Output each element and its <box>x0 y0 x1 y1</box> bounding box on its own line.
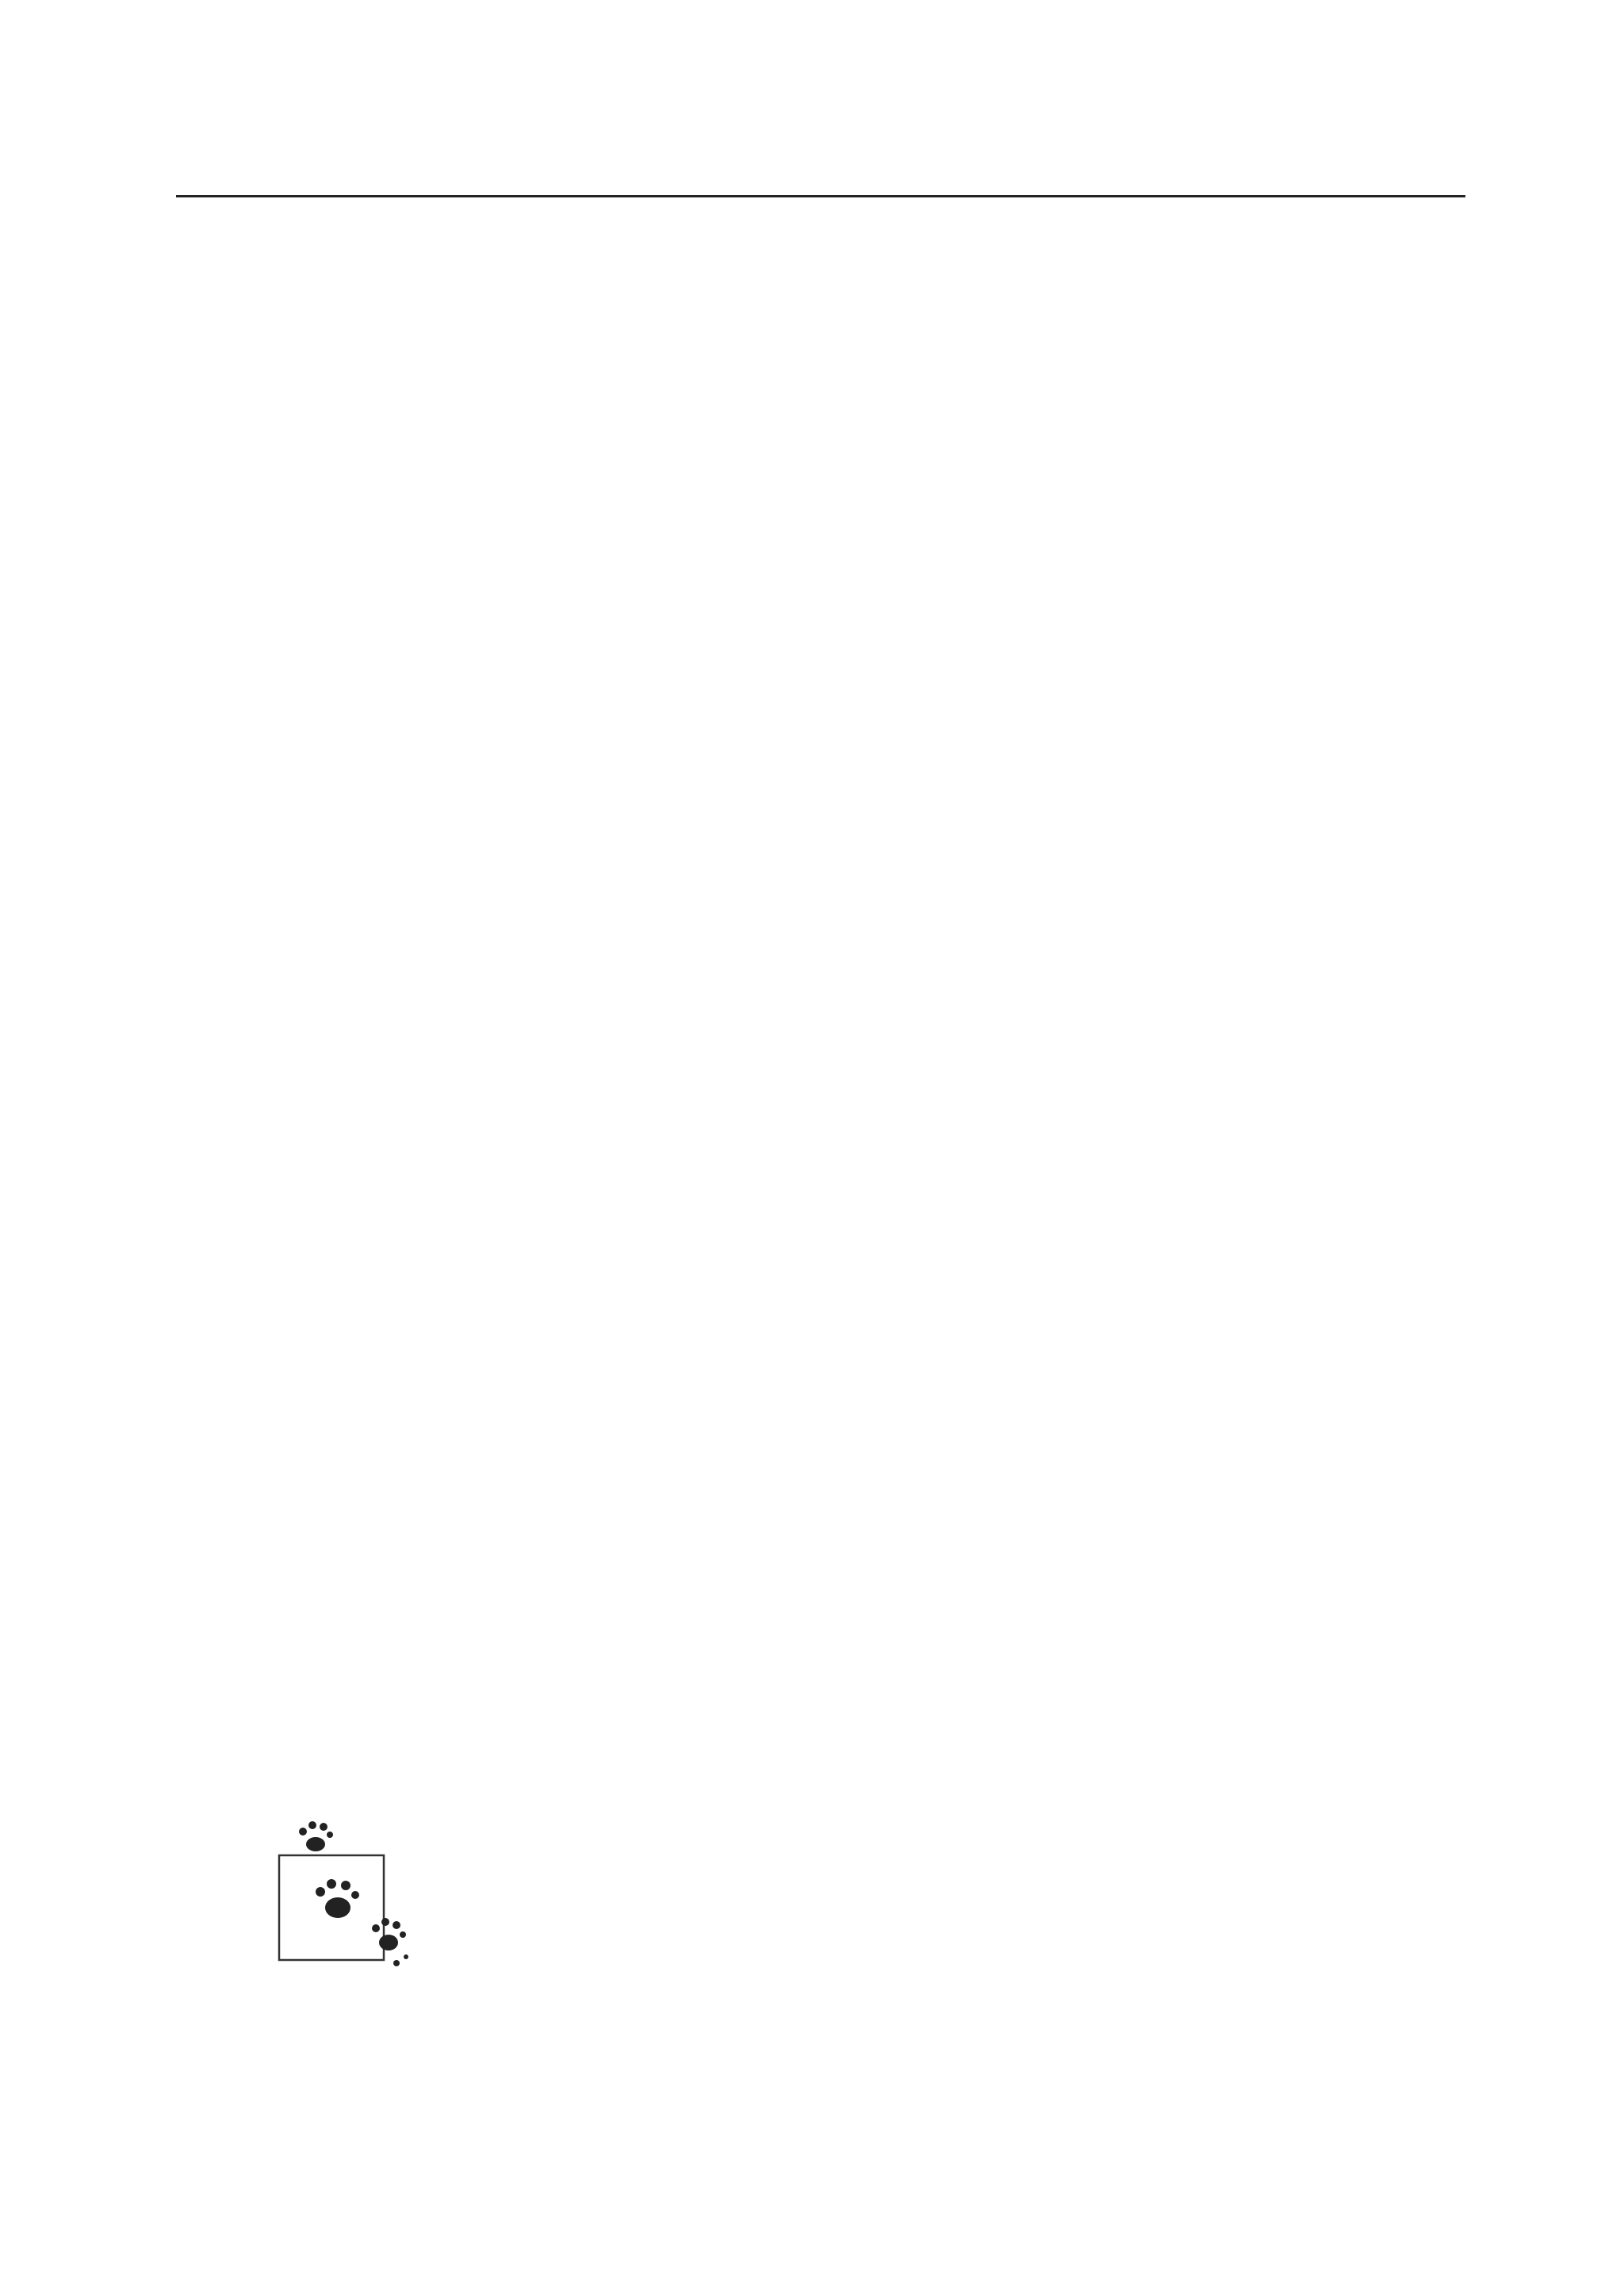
paw-prints-icon <box>270 1816 420 1974</box>
running-header <box>176 147 1465 197</box>
